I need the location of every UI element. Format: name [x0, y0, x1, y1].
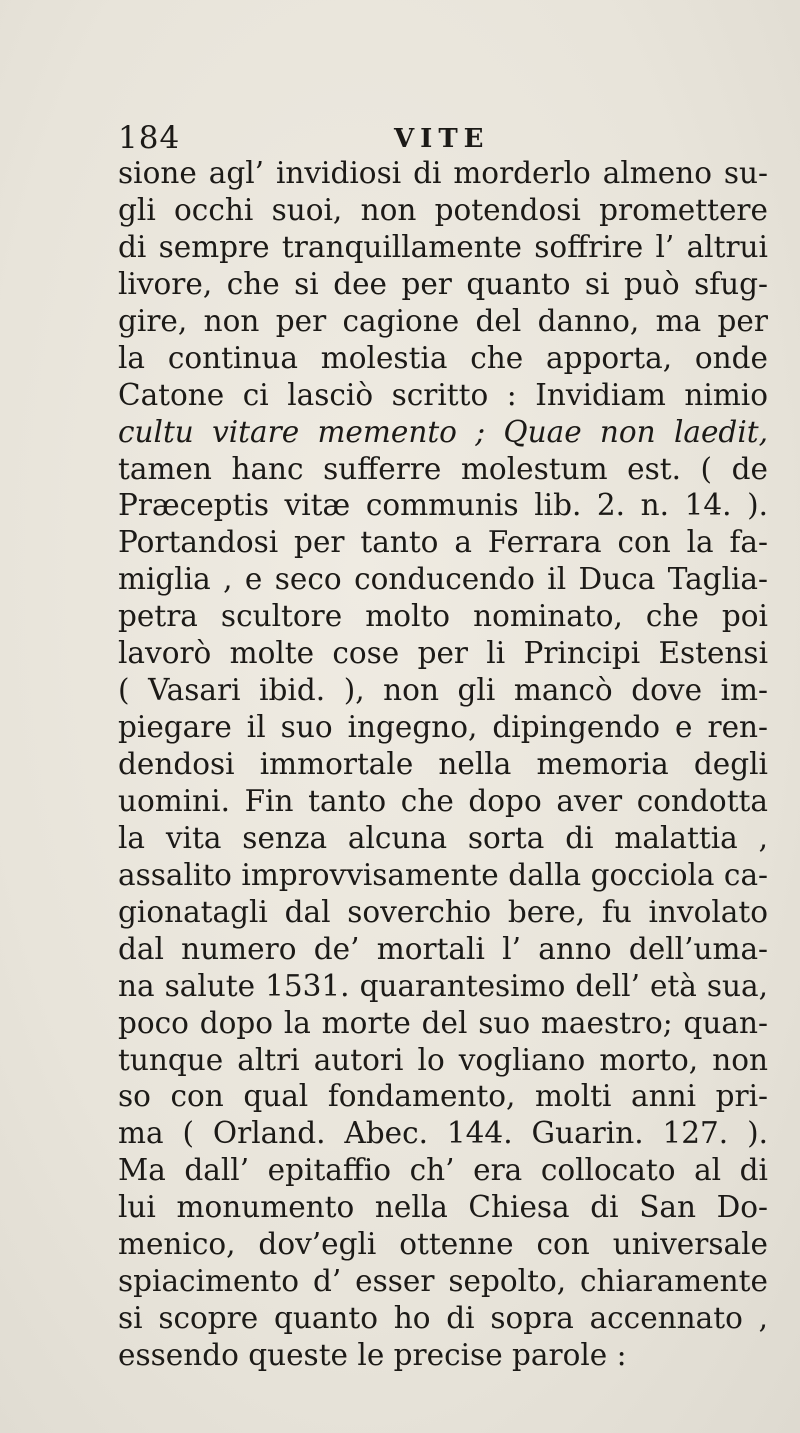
text-line: so con qual fondamento, molti anni pri-	[118, 1079, 768, 1114]
text-line: sione agl’ invidiosi di morderlo almeno su-	[118, 156, 768, 190]
running-head: VITE	[394, 124, 490, 154]
text-line: ma ( Orland. Abec. 144. Guarin. 127. ).	[118, 1116, 768, 1151]
text-line: di sempre tranquillamente soffrire l’ altrui	[118, 229, 768, 264]
text-line: uomini. Fin tanto che dopo aver condotta	[118, 783, 768, 818]
text-line: gire, non per cagione del danno, ma per	[118, 303, 768, 338]
text-line: ( Vasari ibid. ), non gli mancò dove im-	[118, 673, 768, 708]
body-text	[118, 155, 768, 1374]
text-line: si scopre quanto ho di sopra accennato ,	[118, 1301, 768, 1336]
text-line: spiacimento d’ esser sepolto, chiaramente	[118, 1264, 768, 1299]
text-line: lavorò molte cose per li Principi Estensi	[118, 636, 768, 671]
page-number: 184	[118, 120, 181, 156]
text-line: la vita senza alcuna sorta di malattia ,	[118, 820, 768, 855]
text-line: cultu vitare memento ; Quae non laedit,	[118, 414, 768, 449]
text-line: petra scultore molto nominato, che poi	[118, 599, 768, 634]
text-line: dendosi immortale nella memoria degli	[118, 747, 768, 781]
text-line: livore, che si dee per quanto si può sfug-	[118, 266, 768, 301]
text-line: dal numero de’ mortali l’ anno dell’uma-	[118, 931, 768, 966]
text-line: la continua molestia che apporta, onde	[118, 340, 768, 375]
text-line: gionatagli dal soverchio bere, fu involato	[118, 894, 768, 929]
text-line: Ma dall’ epitaffio ch’ era collocato al di	[118, 1153, 768, 1188]
text-line: gli occhi suoi, non potendosi promettere	[118, 192, 768, 227]
text-line: essendo queste le precise parole :	[118, 1338, 627, 1372]
text-line: Præceptis vitæ communis lib. 2. n. 14. ).	[118, 488, 768, 523]
text-line: miglia , e seco conducendo il Duca Taglia-	[118, 562, 768, 597]
text-line: Portandosi per tanto a Ferrara con la fa-	[118, 525, 768, 560]
text-line: lui monumento nella Chiesa di San Do-	[118, 1190, 768, 1225]
text-line: menico, dov’egli ottenne con universale	[118, 1227, 768, 1262]
page-header	[118, 120, 758, 160]
text-line: Catone ci lasciò scritto : Invidiam nimio	[118, 377, 768, 412]
text-line: na salute 1531. quarantesimo dell’ età sua,	[118, 968, 768, 1003]
text-line: piegare il suo ingegno, dipingendo e ren-	[118, 710, 768, 745]
text-line: tamen hanc sufferre molestum est. ( de	[118, 451, 768, 486]
text-line: poco dopo la morte del suo maestro; quan-	[118, 1005, 768, 1040]
text-line: tunque altri autori lo vogliano morto, non	[118, 1042, 768, 1077]
text-line: assalito improvvisamente dalla gocciola ca-	[118, 857, 768, 892]
